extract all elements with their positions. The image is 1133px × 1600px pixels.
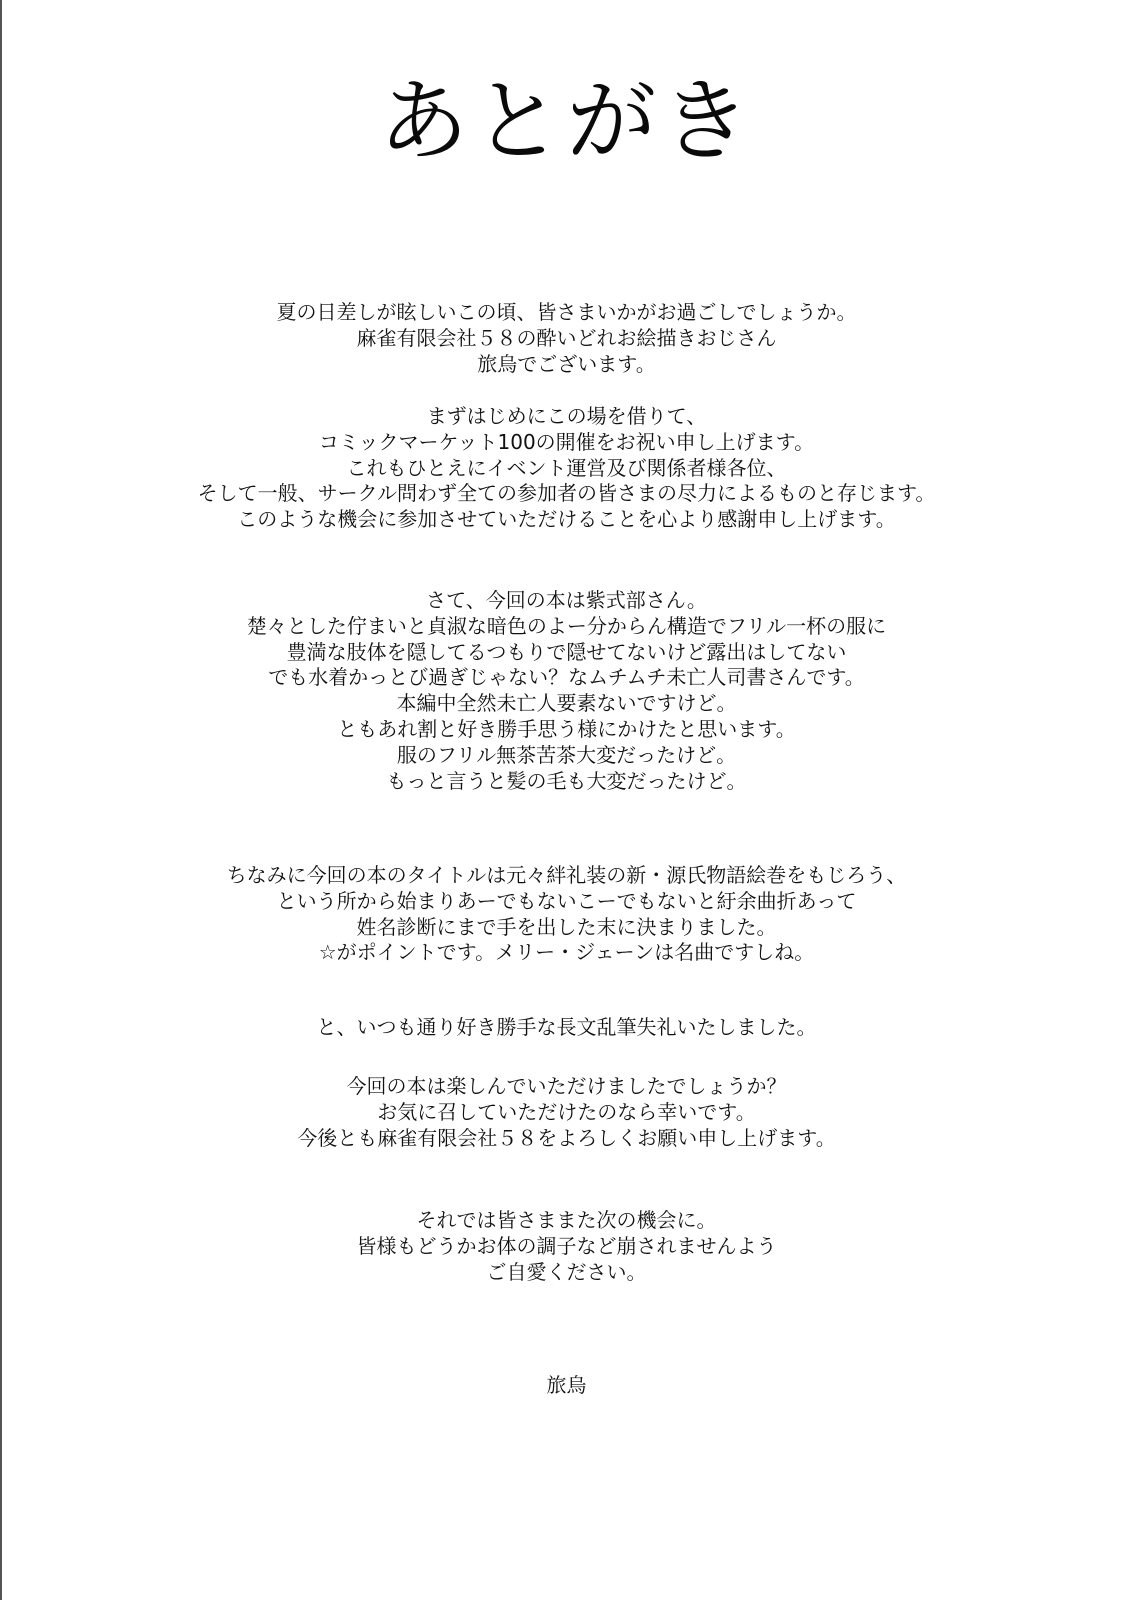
text-line: このような機会に参加させていただけることを心より感謝申し上げます。: [237, 507, 896, 532]
paragraph-thanks: [0, 1074, 1133, 1151]
text-line: 本編中全然未亡人要素ないですけど。: [396, 691, 737, 716]
text-line: 楚々とした佇まいと貞淑な暗色のよー分からん構造でフリル一杯の服に: [246, 613, 887, 638]
text-line: 麻雀有限会社５８の酔いどれお絵描きおじさん: [356, 325, 777, 350]
paragraph-apology: [0, 1015, 1133, 1041]
text-line: と、いつも通り好き勝手な長文乱筆失礼いたしました。: [316, 1015, 817, 1039]
page-title: あとがき: [378, 69, 755, 174]
page-edge-line: [0, 0, 2, 1600]
paragraph-book-content: [0, 588, 1133, 794]
text-line: お気に召していただけたのなら幸いです。: [377, 1099, 756, 1124]
text-line: 旅烏でございます。: [477, 351, 656, 376]
text-line: ご自愛ください。: [486, 1259, 647, 1284]
text-line: コミックマーケット100の開催をお祝い申し上げます。: [318, 429, 815, 454]
text-line: ちなみに今回の本のタイトルは元々絆礼装の新・源氏物語絵巻をもじろう、: [226, 863, 907, 887]
text-line: さて、今回の本は紫式部さん。: [426, 588, 707, 612]
text-line: ☆がポイントです。メリー・ジェーンは名曲ですしね。: [318, 940, 815, 965]
paragraph-book-title: [0, 863, 1133, 966]
author-signature: 旅烏: [546, 1373, 587, 1397]
text-line: 今回の本は楽しんでいただけましたでしょうか？: [346, 1074, 787, 1098]
paragraph-greeting: [0, 300, 1133, 377]
text-line: という所から始まりあーでもないこーでもないと紆余曲折あって: [276, 888, 857, 913]
text-line: それでは皆さままた次の機会に。: [416, 1208, 717, 1232]
paragraph-closing: [0, 1208, 1133, 1285]
text-line: まずはじめにこの場を借りて、: [426, 404, 707, 428]
text-line: 今後とも麻雀有限会社５８をよろしくお願い申し上げます。: [297, 1125, 836, 1150]
text-line: 服のフリル無茶苦茶大変だったけど。: [396, 742, 737, 767]
text-line: そして一般、サークル問わず全ての参加者の皆さまの尽力によるものと存じます。: [197, 481, 936, 506]
text-line: もっと言うと髪の毛も大変だったけど。: [386, 768, 747, 793]
text-line: でも水着かっとび過ぎじゃない？なムチムチ未亡人司書さんです。: [268, 665, 865, 690]
text-line: 豊満な肢体を隠してるつもりで隠せてないけど露出はしてない: [286, 639, 847, 664]
text-line: 皆様もどうかお体の調子など崩されませんよう: [356, 1233, 777, 1258]
text-line: 夏の日差しが眩しいこの頃、皆さまいかがお過ごしでしょうか。: [276, 300, 857, 324]
text-line: 姓名診断にまで手を出した末に決まりました。: [356, 914, 777, 939]
text-line: ともあれ割と好き勝手思う様にかけたと思います。: [337, 716, 796, 741]
paragraph-congratulations: [0, 404, 1133, 533]
text-line: これもひとえにイベント運営及び関係者様各位、: [346, 455, 787, 480]
